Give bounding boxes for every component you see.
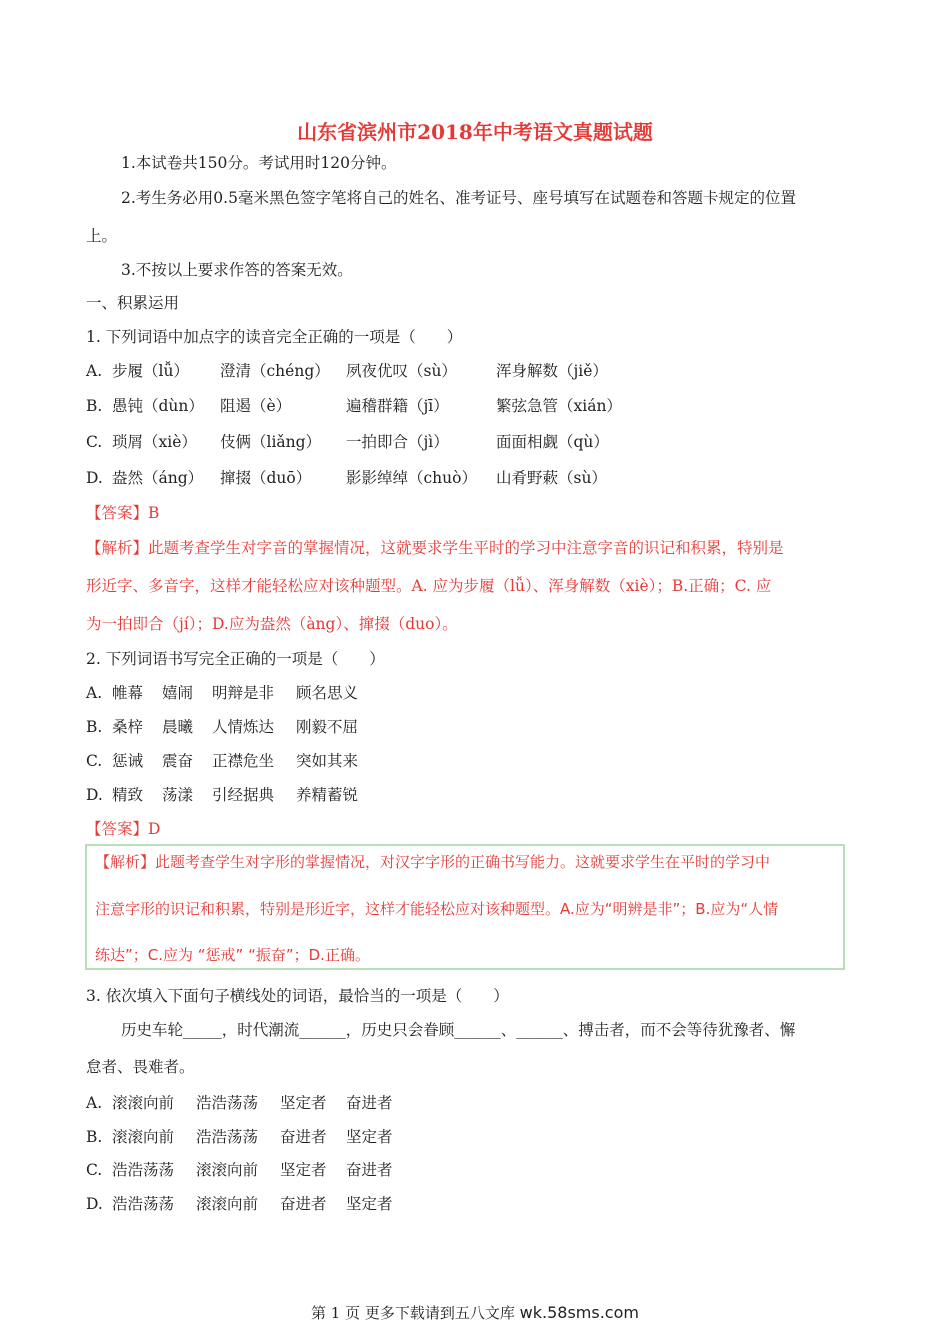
option-item: 奋进者: [346, 1094, 393, 1112]
instruction-1: 1.本试卷共150分。考试用时120分钟。: [121, 154, 397, 172]
instruction-2: 2.考生务必用0.5毫米黑色签字笔将自己的姓名、准考证号、座号填写在试题卷和答题卡规定的位置: [121, 189, 796, 207]
instruction-2-cont: 上。: [86, 227, 118, 245]
option-label: A.: [86, 684, 103, 702]
option-item: 晨曦: [162, 718, 194, 736]
option-label: B.: [86, 718, 103, 736]
option-item: 一拍即合（jì）: [346, 433, 449, 451]
option-item: 繁弦急管（xián）: [496, 397, 622, 415]
option-item: 养精蓄锐: [296, 786, 359, 804]
option-item: 影影绰绰（chuò）: [346, 469, 477, 487]
option-label: B.: [86, 397, 103, 415]
option-label: D.: [86, 469, 103, 487]
option-item: 浩浩荡荡: [112, 1195, 175, 1213]
option-item: 滚滚向前: [112, 1128, 175, 1146]
option-item: 浩浩荡荡: [112, 1161, 175, 1179]
option-item: 夙夜优叹（sù）: [346, 362, 457, 380]
option-item: 帷幕: [112, 684, 144, 702]
option-item: 突如其来: [296, 752, 359, 770]
q2-stem: 2. 下列词语书写完全正确的一项是（ ）: [86, 650, 385, 668]
page-title: 山东省滨州市2018年中考语文真题试题: [297, 120, 653, 144]
option-item: 刚毅不屈: [296, 718, 359, 736]
q2-answer: 【答案】D: [86, 820, 161, 838]
option-item: 遍稽群籍（jī）: [346, 397, 449, 415]
q2-explain-line: 【解析】此题考查学生对字形的掌握情况，对汉字字形的正确书写能力。这就要求学生在平时的学习中: [95, 853, 771, 871]
option-item: 精致: [112, 786, 144, 804]
option-item: 坚定者: [346, 1128, 393, 1146]
option-item: 盎然（áng）: [112, 469, 204, 487]
instruction-3: 3.不按以上要求作答的答案无效。: [121, 261, 353, 279]
option-item: 惩诫: [112, 752, 144, 770]
option-item: 奋进者: [346, 1161, 393, 1179]
page-footer: [0, 1302, 950, 1323]
option-item: 澄清（chéng）: [220, 362, 330, 380]
q1-explain-line: 为一拍即合（jí）；D.应为盎然（àng）、撺掇（duo）。: [86, 615, 458, 633]
q1-stem: 1. 下列词语中加点字的读音完全正确的一项是（ ）: [86, 328, 463, 346]
option-item: 伎俩（liǎng）: [220, 433, 322, 451]
q2-explain-line: 练达”；C.应为 “惩戒” “振奋”；D.正确。: [95, 946, 370, 964]
option-item: 奋进者: [280, 1195, 327, 1213]
option-label: C.: [86, 1161, 103, 1179]
option-label: C.: [86, 433, 103, 451]
q3-passage-line: 历史车轮_____，时代潮流______，历史只会眷顾______、______、搏击者，而不会等待犹豫者、懈: [121, 1021, 796, 1039]
option-item: 浑身解数（jiě）: [496, 362, 608, 380]
option-item: 奋进者: [280, 1128, 327, 1146]
option-item: 荡漾: [162, 786, 194, 804]
option-label: C.: [86, 752, 103, 770]
option-item: 撺掇（duō）: [220, 469, 312, 487]
footer-site-link[interactable]: wk.58sms.com: [519, 1303, 639, 1322]
option-item: 人情炼达: [212, 718, 275, 736]
section-heading: 一、积累运用: [86, 294, 180, 312]
option-item: 桑梓: [112, 718, 144, 736]
option-label: B.: [86, 1128, 103, 1146]
q2-explain-line: 注意字形的识记和积累，特别是形近字，这样才能轻松应对该种题型。A.应为“明辨是非”；B.应为“人情: [95, 900, 779, 918]
q2-explanation-box: [85, 844, 845, 970]
q1-explain-line: 形近字、多音字，这样才能轻松应对该种题型。A. 应为步履（lǚ）、浑身解数（xiè）；B.正确；C. 应: [86, 577, 772, 595]
option-item: 顾名思义: [296, 684, 359, 702]
option-item: 滚滚向前: [196, 1161, 259, 1179]
option-item: 面面相觑（qù）: [496, 433, 609, 451]
q3-stem: 3. 依次填入下面句子横线处的词语，最恰当的一项是（ ）: [86, 987, 509, 1005]
option-label: D.: [86, 1195, 103, 1213]
option-item: 山肴野蔌（sù）: [496, 469, 607, 487]
option-label: A.: [86, 362, 103, 380]
option-item: 嬉闹: [162, 684, 194, 702]
option-item: 明辩是非: [212, 684, 275, 702]
option-item: 引经据典: [212, 786, 275, 804]
q1-explain-line: 【解析】此题考查学生对字音的掌握情况，这就要求学生平时的学习中注意字音的识记和积累，特别是: [86, 539, 784, 557]
option-item: 滚滚向前: [112, 1094, 175, 1112]
option-label: A.: [86, 1094, 103, 1112]
option-item: 滚滚向前: [196, 1195, 259, 1213]
option-item: 坚定者: [346, 1195, 393, 1213]
option-item: 坚定者: [280, 1161, 327, 1179]
q1-answer: 【答案】B: [86, 504, 160, 522]
option-item: 正襟危坐: [212, 752, 275, 770]
option-item: 阻遏（è）: [220, 397, 292, 415]
option-item: 浩浩荡荡: [196, 1094, 259, 1112]
option-item: 浩浩荡荡: [196, 1128, 259, 1146]
option-item: 坚定者: [280, 1094, 327, 1112]
q3-passage-line: 怠者、畏难者。: [86, 1058, 195, 1076]
option-item: 步履（lǚ）: [112, 362, 189, 380]
option-item: 愚钝（dùn）: [112, 397, 204, 415]
footer-text: 第 1 页 更多下载请到五八文库: [311, 1304, 520, 1322]
option-item: 琐屑（xiè）: [112, 433, 197, 451]
option-label: D.: [86, 786, 103, 804]
option-item: 震奋: [162, 752, 194, 770]
